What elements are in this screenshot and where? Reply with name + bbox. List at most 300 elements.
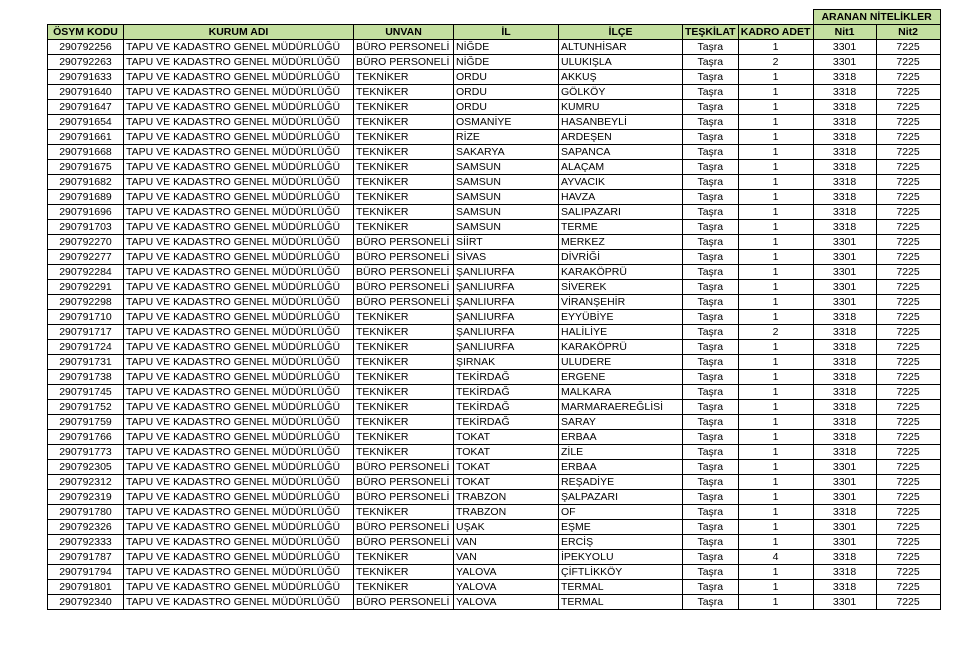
cell-kurum-adi: TAPU VE KADASTRO GENEL MÜDÜRLÜĞÜ: [124, 160, 354, 175]
cell-nit2: 7225: [876, 160, 940, 175]
cell-kurum-adi: TAPU VE KADASTRO GENEL MÜDÜRLÜĞÜ: [124, 145, 354, 160]
cell-teskilat: Taşra: [683, 595, 739, 610]
cell-teskilat: Taşra: [683, 535, 739, 550]
cell-teskilat: Taşra: [683, 250, 739, 265]
cell-kurum-adi: TAPU VE KADASTRO GENEL MÜDÜRLÜĞÜ: [124, 370, 354, 385]
cell-osym-kodu: 290791759: [48, 415, 124, 430]
cell-nit2: 7225: [876, 415, 940, 430]
cell-ilce: REŞADİYE: [559, 475, 683, 490]
cell-nit2: 7225: [876, 145, 940, 160]
cell-il: TOKAT: [454, 460, 559, 475]
cell-kadro-adet: 1: [738, 130, 813, 145]
table-row: [48, 145, 941, 160]
table-row: [48, 490, 941, 505]
table-row: [48, 460, 941, 475]
cell-teskilat: Taşra: [683, 100, 739, 115]
cell-nit2: 7225: [876, 460, 940, 475]
cell-osym-kodu: 290792284: [48, 265, 124, 280]
cell-teskilat: Taşra: [683, 310, 739, 325]
cell-kadro-adet: 1: [738, 310, 813, 325]
cell-ilce: HAVZA: [559, 190, 683, 205]
cell-il: NİĞDE: [454, 55, 559, 70]
cell-osym-kodu: 290792277: [48, 250, 124, 265]
cell-ilce: MARMARAEREĞLİSİ: [559, 400, 683, 415]
cell-ilce: ALTUNHİSAR: [559, 40, 683, 55]
cell-osym-kodu: 290791703: [48, 220, 124, 235]
cell-teskilat: Taşra: [683, 460, 739, 475]
cell-nit2: 7225: [876, 535, 940, 550]
cell-unvan: BÜRO PERSONELİ: [354, 295, 454, 310]
cell-unvan: TEKNİKER: [354, 190, 454, 205]
cell-il: UŞAK: [454, 520, 559, 535]
table-row: [48, 250, 941, 265]
cell-il: TRABZON: [454, 490, 559, 505]
cell-nit2: 7225: [876, 130, 940, 145]
cell-il: SİVAS: [454, 250, 559, 265]
cell-ilce: AKKUŞ: [559, 70, 683, 85]
cell-teskilat: Taşra: [683, 550, 739, 565]
cell-kurum-adi: TAPU VE KADASTRO GENEL MÜDÜRLÜĞÜ: [124, 250, 354, 265]
cell-nit2: 7225: [876, 280, 940, 295]
cell-nit1: 3301: [813, 490, 876, 505]
cell-ilce: ERGENE: [559, 370, 683, 385]
cell-ilce: ULUKIŞLA: [559, 55, 683, 70]
cell-kadro-adet: 1: [738, 40, 813, 55]
cell-kadro-adet: 1: [738, 475, 813, 490]
cell-kadro-adet: 1: [738, 175, 813, 190]
cell-nit1: 3301: [813, 460, 876, 475]
cell-nit1: 3318: [813, 430, 876, 445]
cell-teskilat: Taşra: [683, 70, 739, 85]
table-row: [48, 175, 941, 190]
cell-unvan: TEKNİKER: [354, 415, 454, 430]
cell-osym-kodu: 290792319: [48, 490, 124, 505]
cell-kurum-adi: TAPU VE KADASTRO GENEL MÜDÜRLÜĞÜ: [124, 340, 354, 355]
cell-unvan: TEKNİKER: [354, 115, 454, 130]
table-row: [48, 220, 941, 235]
cell-kadro-adet: 1: [738, 460, 813, 475]
cell-nit2: 7225: [876, 505, 940, 520]
table-row: [48, 70, 941, 85]
cell-unvan: BÜRO PERSONELİ: [354, 265, 454, 280]
cell-osym-kodu: 290791633: [48, 70, 124, 85]
cell-nit1: 3318: [813, 205, 876, 220]
cell-kadro-adet: 1: [738, 505, 813, 520]
cell-nit1: 3318: [813, 355, 876, 370]
table-row: [48, 550, 941, 565]
cell-teskilat: Taşra: [683, 490, 739, 505]
cell-nit2: 7225: [876, 70, 940, 85]
cell-osym-kodu: 290791801: [48, 580, 124, 595]
cell-nit1: 3318: [813, 580, 876, 595]
cell-kadro-adet: 1: [738, 250, 813, 265]
cell-teskilat: Taşra: [683, 370, 739, 385]
column-header-nit1: Nit1: [813, 25, 876, 40]
cell-teskilat: Taşra: [683, 220, 739, 235]
cell-ilce: EYYÜBİYE: [559, 310, 683, 325]
cell-kurum-adi: TAPU VE KADASTRO GENEL MÜDÜRLÜĞÜ: [124, 310, 354, 325]
cell-osym-kodu: 290791731: [48, 355, 124, 370]
cell-unvan: TEKNİKER: [354, 175, 454, 190]
cell-unvan: BÜRO PERSONELİ: [354, 40, 454, 55]
cell-nit2: 7225: [876, 175, 940, 190]
column-header-nit2: Nit2: [876, 25, 940, 40]
cell-il: ORDU: [454, 70, 559, 85]
cell-il: TOKAT: [454, 430, 559, 445]
cell-nit1: 3318: [813, 370, 876, 385]
cell-kadro-adet: 1: [738, 490, 813, 505]
cell-unvan: TEKNİKER: [354, 70, 454, 85]
cell-teskilat: Taşra: [683, 295, 739, 310]
cell-kadro-adet: 1: [738, 160, 813, 175]
cell-nit1: 3301: [813, 595, 876, 610]
cell-il: ŞANLIURFA: [454, 325, 559, 340]
cell-unvan: TEKNİKER: [354, 160, 454, 175]
cell-osym-kodu: 290792263: [48, 55, 124, 70]
column-header-il: İL: [454, 25, 559, 40]
cell-unvan: TEKNİKER: [354, 445, 454, 460]
cell-kadro-adet: 1: [738, 100, 813, 115]
cell-kurum-adi: TAPU VE KADASTRO GENEL MÜDÜRLÜĞÜ: [124, 325, 354, 340]
table-row: [48, 190, 941, 205]
cell-nit2: 7225: [876, 520, 940, 535]
cell-kadro-adet: 4: [738, 550, 813, 565]
cell-il: TRABZON: [454, 505, 559, 520]
cell-unvan: TEKNİKER: [354, 355, 454, 370]
table-row: [48, 265, 941, 280]
cell-il: ŞANLIURFA: [454, 310, 559, 325]
cell-il: TEKİRDAĞ: [454, 385, 559, 400]
cell-ilce: SAPANCA: [559, 145, 683, 160]
cell-ilce: SALIPAZARI: [559, 205, 683, 220]
cell-osym-kodu: 290791654: [48, 115, 124, 130]
cell-il: YALOVA: [454, 580, 559, 595]
cell-nit1: 3318: [813, 385, 876, 400]
cell-kurum-adi: TAPU VE KADASTRO GENEL MÜDÜRLÜĞÜ: [124, 565, 354, 580]
cell-unvan: BÜRO PERSONELİ: [354, 595, 454, 610]
cell-kurum-adi: TAPU VE KADASTRO GENEL MÜDÜRLÜĞÜ: [124, 550, 354, 565]
cell-nit2: 7225: [876, 265, 940, 280]
table-row: [48, 505, 941, 520]
cell-nit2: 7225: [876, 400, 940, 415]
cell-nit2: 7225: [876, 445, 940, 460]
cell-nit1: 3318: [813, 115, 876, 130]
cell-nit2: 7225: [876, 190, 940, 205]
blank-header-space: [48, 10, 814, 25]
cell-nit1: 3318: [813, 415, 876, 430]
cell-nit1: 3318: [813, 565, 876, 580]
table-row: [48, 580, 941, 595]
cell-teskilat: Taşra: [683, 265, 739, 280]
cell-nit2: 7225: [876, 565, 940, 580]
cell-kadro-adet: 1: [738, 520, 813, 535]
table-row: [48, 115, 941, 130]
cell-ilce: SARAY: [559, 415, 683, 430]
table-row: [48, 325, 941, 340]
cell-il: SAMSUN: [454, 205, 559, 220]
cell-il: VAN: [454, 535, 559, 550]
cell-kurum-adi: TAPU VE KADASTRO GENEL MÜDÜRLÜĞÜ: [124, 190, 354, 205]
cell-ilce: KARAKÖPRÜ: [559, 265, 683, 280]
cell-teskilat: Taşra: [683, 340, 739, 355]
table-row: [48, 475, 941, 490]
cell-kurum-adi: TAPU VE KADASTRO GENEL MÜDÜRLÜĞÜ: [124, 460, 354, 475]
cell-kadro-adet: 1: [738, 430, 813, 445]
cell-nit2: 7225: [876, 475, 940, 490]
table-row: [48, 400, 941, 415]
cell-ilce: TERMAL: [559, 595, 683, 610]
cell-il: SAMSUN: [454, 175, 559, 190]
cell-kadro-adet: 1: [738, 535, 813, 550]
cell-osym-kodu: 290792340: [48, 595, 124, 610]
cell-ilce: TERMAL: [559, 580, 683, 595]
cell-il: SAKARYA: [454, 145, 559, 160]
cell-teskilat: Taşra: [683, 55, 739, 70]
cell-ilce: HASANBEYLİ: [559, 115, 683, 130]
cell-kurum-adi: TAPU VE KADASTRO GENEL MÜDÜRLÜĞÜ: [124, 85, 354, 100]
cell-kurum-adi: TAPU VE KADASTRO GENEL MÜDÜRLÜĞÜ: [124, 490, 354, 505]
cell-unvan: TEKNİKER: [354, 205, 454, 220]
cell-kurum-adi: TAPU VE KADASTRO GENEL MÜDÜRLÜĞÜ: [124, 265, 354, 280]
cell-unvan: TEKNİKER: [354, 220, 454, 235]
cell-il: SAMSUN: [454, 190, 559, 205]
cell-kurum-adi: TAPU VE KADASTRO GENEL MÜDÜRLÜĞÜ: [124, 415, 354, 430]
table-row: [48, 535, 941, 550]
cell-kurum-adi: TAPU VE KADASTRO GENEL MÜDÜRLÜĞÜ: [124, 505, 354, 520]
cell-unvan: BÜRO PERSONELİ: [354, 55, 454, 70]
cell-teskilat: Taşra: [683, 565, 739, 580]
table-row: [48, 430, 941, 445]
cell-ilce: ERBAA: [559, 430, 683, 445]
cell-osym-kodu: 290792333: [48, 535, 124, 550]
table-row: [48, 85, 941, 100]
cell-kadro-adet: 1: [738, 385, 813, 400]
cell-ilce: ÇİFTLİKKÖY: [559, 565, 683, 580]
cell-kurum-adi: TAPU VE KADASTRO GENEL MÜDÜRLÜĞÜ: [124, 280, 354, 295]
cell-nit2: 7225: [876, 40, 940, 55]
column-header-ilce: İLÇE: [559, 25, 683, 40]
cell-il: TEKİRDAĞ: [454, 415, 559, 430]
cell-osym-kodu: 290791745: [48, 385, 124, 400]
cell-unvan: BÜRO PERSONELİ: [354, 520, 454, 535]
cell-unvan: TEKNİKER: [354, 370, 454, 385]
cell-teskilat: Taşra: [683, 415, 739, 430]
cell-unvan: TEKNİKER: [354, 505, 454, 520]
cell-kadro-adet: 1: [738, 370, 813, 385]
cell-nit2: 7225: [876, 385, 940, 400]
cell-teskilat: Taşra: [683, 505, 739, 520]
cell-il: TOKAT: [454, 445, 559, 460]
cell-nit2: 7225: [876, 250, 940, 265]
cell-ilce: DİVRİĞİ: [559, 250, 683, 265]
cell-kadro-adet: 1: [738, 70, 813, 85]
cell-kurum-adi: TAPU VE KADASTRO GENEL MÜDÜRLÜĞÜ: [124, 55, 354, 70]
cell-unvan: TEKNİKER: [354, 145, 454, 160]
table-row: [48, 295, 941, 310]
cell-nit1: 3318: [813, 340, 876, 355]
cell-nit1: 3301: [813, 250, 876, 265]
cell-ilce: TERME: [559, 220, 683, 235]
cell-kurum-adi: TAPU VE KADASTRO GENEL MÜDÜRLÜĞÜ: [124, 220, 354, 235]
cell-kurum-adi: TAPU VE KADASTRO GENEL MÜDÜRLÜĞÜ: [124, 205, 354, 220]
cell-ilce: HALİLİYE: [559, 325, 683, 340]
cell-il: SAMSUN: [454, 160, 559, 175]
cell-nit1: 3301: [813, 475, 876, 490]
cell-unvan: TEKNİKER: [354, 550, 454, 565]
cell-il: TEKİRDAĞ: [454, 370, 559, 385]
cell-nit1: 3301: [813, 235, 876, 250]
cell-osym-kodu: 290791787: [48, 550, 124, 565]
cell-ilce: MALKARA: [559, 385, 683, 400]
cell-il: YALOVA: [454, 565, 559, 580]
cell-kurum-adi: TAPU VE KADASTRO GENEL MÜDÜRLÜĞÜ: [124, 535, 354, 550]
cell-il: ŞANLIURFA: [454, 340, 559, 355]
cell-ilce: ŞALPAZARI: [559, 490, 683, 505]
cell-teskilat: Taşra: [683, 580, 739, 595]
cell-osym-kodu: 290791738: [48, 370, 124, 385]
cell-nit2: 7225: [876, 355, 940, 370]
cell-unvan: TEKNİKER: [354, 340, 454, 355]
table-row: [48, 55, 941, 70]
cell-ilce: ERCİŞ: [559, 535, 683, 550]
cell-ilce: ULUDERE: [559, 355, 683, 370]
cell-il: VAN: [454, 550, 559, 565]
cell-kurum-adi: TAPU VE KADASTRO GENEL MÜDÜRLÜĞÜ: [124, 475, 354, 490]
table-row: [48, 370, 941, 385]
cell-nit2: 7225: [876, 370, 940, 385]
cell-teskilat: Taşra: [683, 520, 739, 535]
cell-nit2: 7225: [876, 205, 940, 220]
cell-ilce: KUMRU: [559, 100, 683, 115]
cell-kadro-adet: 1: [738, 115, 813, 130]
cell-nit1: 3318: [813, 190, 876, 205]
cell-teskilat: Taşra: [683, 280, 739, 295]
cell-il: OSMANİYE: [454, 115, 559, 130]
cell-nit2: 7225: [876, 115, 940, 130]
cell-nit2: 7225: [876, 55, 940, 70]
cell-nit2: 7225: [876, 550, 940, 565]
cell-ilce: MERKEZ: [559, 235, 683, 250]
cell-nit2: 7225: [876, 85, 940, 100]
column-header-kurum-adi: KURUM ADI: [124, 25, 354, 40]
cell-unvan: BÜRO PERSONELİ: [354, 250, 454, 265]
cell-unvan: BÜRO PERSONELİ: [354, 235, 454, 250]
cell-nit1: 3301: [813, 280, 876, 295]
cell-nit1: 3301: [813, 535, 876, 550]
column-header-teskilat: TEŞKİLAT: [683, 25, 739, 40]
cell-nit2: 7225: [876, 100, 940, 115]
cell-unvan: TEKNİKER: [354, 325, 454, 340]
cell-nit1: 3318: [813, 550, 876, 565]
cell-kurum-adi: TAPU VE KADASTRO GENEL MÜDÜRLÜĞÜ: [124, 595, 354, 610]
cell-kadro-adet: 1: [738, 235, 813, 250]
table-row: [48, 595, 941, 610]
cell-ilce: ARDEŞEN: [559, 130, 683, 145]
cell-il: TOKAT: [454, 475, 559, 490]
cell-osym-kodu: 290791717: [48, 325, 124, 340]
cell-teskilat: Taşra: [683, 235, 739, 250]
cell-nit1: 3318: [813, 160, 876, 175]
cell-il: ŞANLIURFA: [454, 265, 559, 280]
cell-unvan: BÜRO PERSONELİ: [354, 475, 454, 490]
cell-kurum-adi: TAPU VE KADASTRO GENEL MÜDÜRLÜĞÜ: [124, 580, 354, 595]
cell-kurum-adi: TAPU VE KADASTRO GENEL MÜDÜRLÜĞÜ: [124, 520, 354, 535]
cell-kadro-adet: 1: [738, 595, 813, 610]
cell-nit1: 3318: [813, 100, 876, 115]
cell-osym-kodu: 290792270: [48, 235, 124, 250]
table-row: [48, 355, 941, 370]
cell-il: ŞANLIURFA: [454, 295, 559, 310]
column-header-kadro-adet: KADRO ADET: [738, 25, 813, 40]
table-row: [48, 520, 941, 535]
cell-osym-kodu: 290791682: [48, 175, 124, 190]
cell-nit1: 3318: [813, 70, 876, 85]
cell-osym-kodu: 290791675: [48, 160, 124, 175]
cell-osym-kodu: 290792326: [48, 520, 124, 535]
cell-osym-kodu: 290791696: [48, 205, 124, 220]
cell-il: RİZE: [454, 130, 559, 145]
cell-il: NİĞDE: [454, 40, 559, 55]
table-row: [48, 40, 941, 55]
column-header-unvan: UNVAN: [354, 25, 454, 40]
cell-osym-kodu: 290791752: [48, 400, 124, 415]
cell-osym-kodu: 290791661: [48, 130, 124, 145]
cell-nit1: 3318: [813, 310, 876, 325]
cell-ilce: EŞME: [559, 520, 683, 535]
cell-ilce: AYVACIK: [559, 175, 683, 190]
cell-ilce: İPEKYOLU: [559, 550, 683, 565]
cell-teskilat: Taşra: [683, 430, 739, 445]
cell-teskilat: Taşra: [683, 355, 739, 370]
cell-nit2: 7225: [876, 490, 940, 505]
cell-teskilat: Taşra: [683, 445, 739, 460]
cell-nit2: 7225: [876, 295, 940, 310]
cell-osym-kodu: 290791640: [48, 85, 124, 100]
cell-nit1: 3318: [813, 325, 876, 340]
cell-nit1: 3318: [813, 85, 876, 100]
cell-kurum-adi: TAPU VE KADASTRO GENEL MÜDÜRLÜĞÜ: [124, 100, 354, 115]
cell-nit1: 3318: [813, 130, 876, 145]
cell-unvan: BÜRO PERSONELİ: [354, 535, 454, 550]
cell-kurum-adi: TAPU VE KADASTRO GENEL MÜDÜRLÜĞÜ: [124, 235, 354, 250]
cell-kadro-adet: 1: [738, 265, 813, 280]
cell-teskilat: Taşra: [683, 115, 739, 130]
cell-osym-kodu: 290791647: [48, 100, 124, 115]
table-row: [48, 340, 941, 355]
cell-osym-kodu: 290792312: [48, 475, 124, 490]
cell-unvan: TEKNİKER: [354, 100, 454, 115]
cell-kadro-adet: 2: [738, 55, 813, 70]
cell-kadro-adet: 1: [738, 355, 813, 370]
cell-ilce: OF: [559, 505, 683, 520]
cell-osym-kodu: 290791794: [48, 565, 124, 580]
cell-kurum-adi: TAPU VE KADASTRO GENEL MÜDÜRLÜĞÜ: [124, 295, 354, 310]
column-header-row: [48, 25, 941, 40]
cell-nit2: 7225: [876, 220, 940, 235]
cell-ilce: GÖLKÖY: [559, 85, 683, 100]
cell-kadro-adet: 1: [738, 220, 813, 235]
cell-unvan: TEKNİKER: [354, 400, 454, 415]
cell-osym-kodu: 290791773: [48, 445, 124, 460]
table-row: [48, 415, 941, 430]
cell-kadro-adet: 1: [738, 190, 813, 205]
cell-unvan: TEKNİKER: [354, 580, 454, 595]
cell-ilce: SİVEREK: [559, 280, 683, 295]
cell-osym-kodu: 290791780: [48, 505, 124, 520]
aranan-nitelikler-header: ARANAN NİTELİKLER: [813, 10, 940, 25]
cell-ilce: ERBAA: [559, 460, 683, 475]
cell-osym-kodu: 290792298: [48, 295, 124, 310]
